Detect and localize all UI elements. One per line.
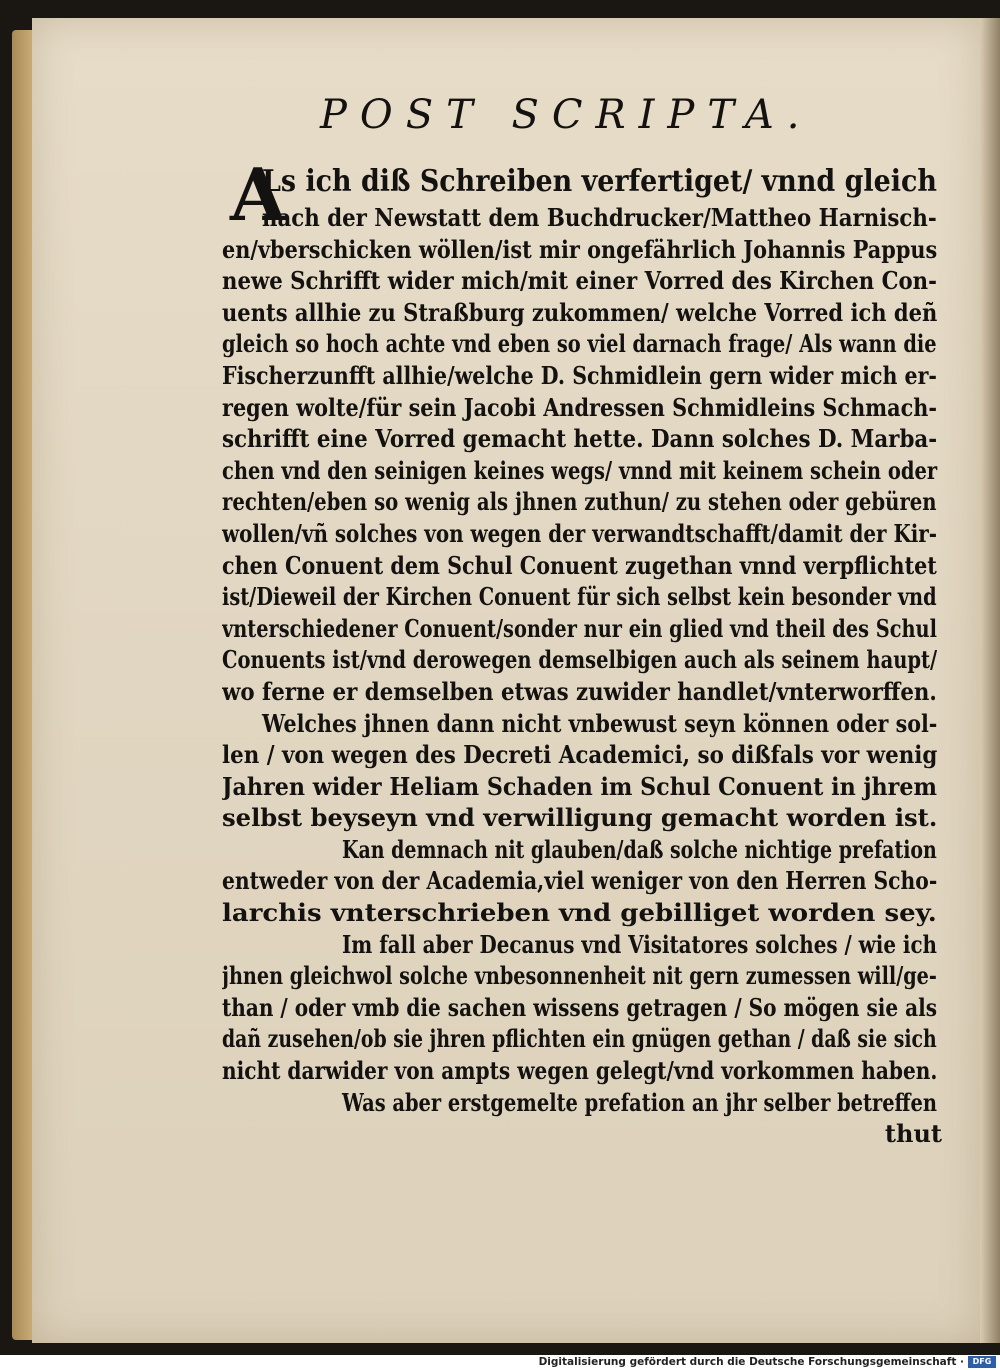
text-line: selbst beyseyn vnd verwilligung gemacht worden ist. <box>222 803 938 833</box>
text-line: than / oder vmb die sachen wissens getragen / So mögen sie als <box>222 992 938 1022</box>
text-line: chen vnd den seinigen keines wegs/ vnnd mit keinem schein oder <box>222 455 938 485</box>
text-line: jhnen gleichwol solche vnbesonnenheit nit gern zumessen will/ge- <box>222 961 937 991</box>
text-line: thut <box>884 1119 942 1149</box>
text-line: wollen/vñ solches von wegen der verwandtschafft/damit der Kir- <box>222 518 938 548</box>
text-line: Fischerzunfft allhie/welche D. Schmidlein gern wider mich er- <box>222 360 937 390</box>
text-line: Ls ich diß Schreiben verfertiget/ vnnd gleich <box>262 164 937 199</box>
text-line: schrifft eine Vorred gemacht hette. Dann solches D. Marba- <box>222 424 938 454</box>
dfg-logo: DFG <box>968 1356 996 1368</box>
text-line: nicht darwider von ampts wegen gelegt/vnd vorkommen haben. <box>222 1056 938 1086</box>
text-line: en/vberschicken wöllen/ist mir ongefährlich Johannis Pappus <box>222 234 938 264</box>
text-line: wo ferne er demselben etwas zuwider handlet/vnterworffen. <box>222 676 937 706</box>
text-line: entweder von der Academia,viel weniger von den Herren Scho- <box>222 866 938 896</box>
text-line: chen Conuent dem Schul Conuent zugethan vnnd verpflichtet <box>222 550 937 580</box>
text-line: dañ zusehen/ob sie jhren pflichten ein gnügen gethan / daß sie sich <box>222 1024 937 1054</box>
text-line: newe Schrifft wider mich/mit einer Vorred des Kirchen Con- <box>222 266 937 296</box>
text-line: rechten/eben so wenig als jhnen zuthun/ zu stehen oder gebüren <box>222 487 937 517</box>
text-line: Conuents ist/vnd derowegen demselbigen auch als seinem haupt/ <box>222 645 938 675</box>
page-heading: POST SCRIPTA. <box>320 92 813 138</box>
text-line: len / von wegen des Decreti Academici, so dißfals vor wenig <box>222 740 938 770</box>
text-line: Kan demnach nit glauben/daß solche nichtige prefation <box>342 834 937 864</box>
text-line: Was aber erstgemelte prefation an jhr selber betreffen <box>342 1087 937 1117</box>
text-line: Jahren wider Heliam Schaden im Schul Conuent in jhrem <box>222 771 937 801</box>
text-line: regen wolte/für sein Jacobi Andressen Schmidleins Schmach- <box>222 392 938 422</box>
text-line: uents allhie zu Straßburg zukommen/ welche Vorred ich deñ <box>222 297 938 327</box>
text-line: larchis vnterschrieben vnd gebilliget worden sey. <box>222 898 937 928</box>
drop-cap-initial: A <box>230 152 286 237</box>
text-line: vnterschiedener Conuent/sonder nur ein glied vnd theil des Schul <box>222 613 937 643</box>
funding-credit: Digitalisierung gefördert durch die Deutsche Forschungsgemeinschaft · <box>538 1356 964 1368</box>
text-line: Im fall aber Decanus vnd Visitatores solches / wie ich <box>342 929 937 959</box>
text-line: Welches jhnen dann nicht vnbewust seyn können oder sol- <box>262 708 938 738</box>
text-line: nach der Newstatt dem Buchdrucker/Mattheo Harnisch- <box>262 203 937 232</box>
body-text <box>222 152 942 1150</box>
text-line: ist/Dieweil der Kirchen Conuent für sich selbst kein besonder vnd <box>222 582 937 612</box>
page-gutter <box>980 18 1000 1343</box>
text-line: gleich so hoch achte vnd eben so viel darnach frage/ Als wann die <box>222 329 937 359</box>
footer-bar <box>0 1355 1000 1370</box>
